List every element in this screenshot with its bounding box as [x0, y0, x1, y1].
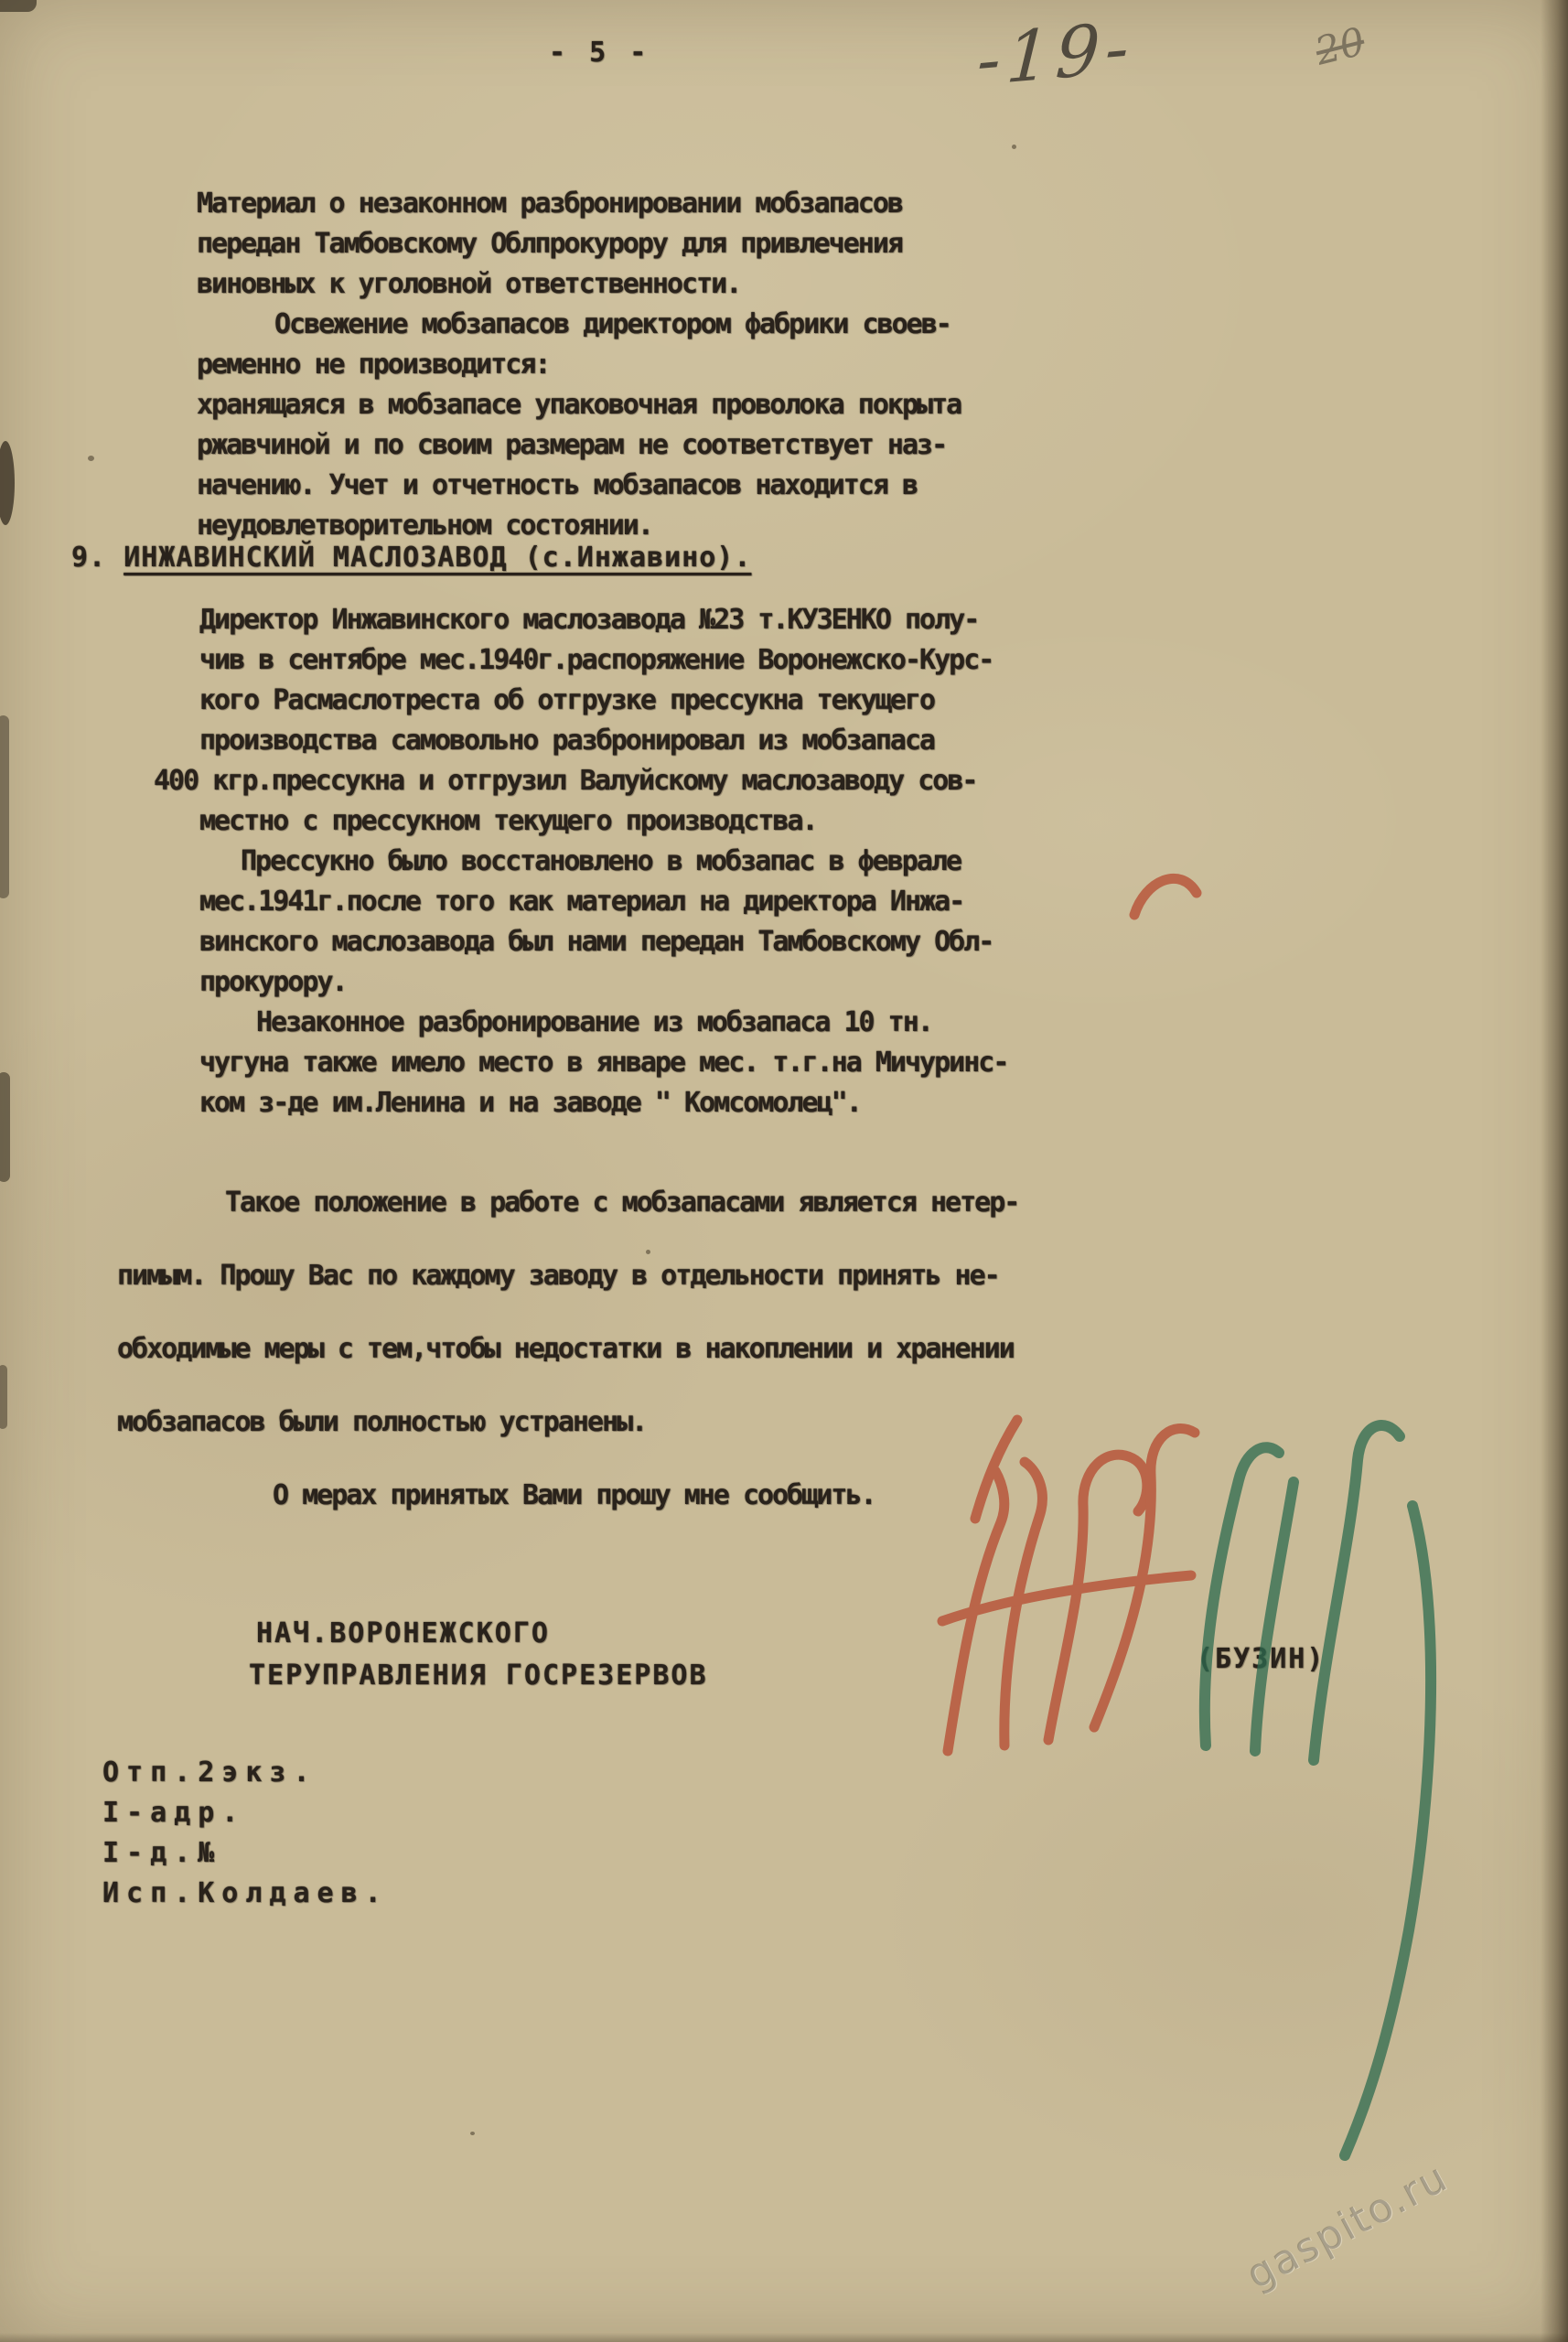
text-line: ТЕРУПРАВЛЕНИЯ ГОСРЕЗЕРВОВ — [249, 1660, 708, 1692]
page-edge-shadow — [1541, 0, 1568, 2342]
text-line: НАЧ.ВОРОНЕЖСКОГО — [256, 1617, 550, 1649]
scan-artifact — [0, 0, 37, 12]
text-line: начению. Учет и отчетность мобзапасов находится в — [197, 469, 918, 501]
text-line: мес.1941г.после того как материал на директора Инжа- — [199, 886, 964, 918]
page-edge-shadow — [0, 2333, 1568, 2342]
text-line: Освежение мобзапасов директором фабрики своев- — [274, 308, 950, 340]
text-line: хранящаяся в мобзапасе упаковочная проволока покрыта — [197, 389, 961, 421]
text-line: I-д.№ — [102, 1837, 222, 1869]
text-line: 400 кгр.прессукна и отгрузил Валуйскому маслозаводу сов- — [154, 765, 977, 797]
handwritten-page-number: -19- — [974, 5, 1137, 102]
signatory-name: (БУЗИН) — [1197, 1643, 1326, 1675]
scan-artifact — [0, 715, 9, 898]
closing-paragraphs — [117, 1166, 1018, 1532]
text-line: чив в сентябре мес.1940г.распоряжение Воронежско-Курс- — [199, 644, 993, 676]
page-number: - 5 - — [549, 37, 650, 69]
text-line: прокурору. — [199, 966, 347, 998]
archive-watermark: gaspito.ru — [1239, 2154, 1456, 2299]
text-line: Прессукно было восстановлено в мобзапас в феврале — [241, 845, 961, 877]
text-line: Директор Инжавинского маслозавода №23 т.КУЗЕНКО полу- — [199, 604, 979, 636]
text-line: чугуна также имело место в январе мес. т.г.на Мичуринс- — [199, 1047, 1008, 1079]
section-body-paragraphs — [154, 600, 1007, 1123]
text-line: Материал о незаконном разбронировании мобзапасов — [197, 188, 902, 220]
text-line: неудовлетворительном состоянии. — [197, 510, 652, 542]
intro-paragraph — [197, 184, 961, 546]
copies-note — [102, 1753, 389, 1914]
scan-artifact — [0, 1072, 10, 1182]
scan-artifact — [0, 1365, 7, 1429]
text-line: I-адр. — [102, 1797, 246, 1829]
section-title: ИНЖАВИНСКИЙ МАСЛОЗАВОД (с.Инжавино). — [124, 542, 752, 574]
text-line: винского маслозавода был нами передан Тамбовскому Обл- — [199, 926, 993, 958]
text-line: производства самовольно разбронировал из мобзапаса — [199, 725, 935, 757]
text-line: Отп.2экз. — [102, 1756, 317, 1789]
section-heading — [71, 538, 751, 578]
text-line: ременно не производится: — [197, 349, 550, 381]
text-line: пимым. Прошу Вас по каждому заводу в отдельности принять не- — [117, 1260, 999, 1292]
scan-artifact — [0, 441, 15, 525]
text-line: ржавчиной и по своим размерам не соответствует наз- — [197, 429, 947, 461]
signatory-title — [249, 1613, 708, 1697]
text-line: О мерах принятых Вами прошу мне сообщить. — [273, 1479, 875, 1511]
text-line: ком з-де им.Ленина и на заводе " Комсомолец". — [199, 1087, 861, 1119]
section-number: 9. — [71, 542, 124, 574]
signature-stroke-green — [1205, 1425, 1431, 2155]
text-line: мобзапасов были полностью устранены. — [117, 1406, 647, 1438]
speck — [88, 456, 94, 461]
speck — [1012, 145, 1016, 149]
handwritten-corner-mark: 20 — [1310, 18, 1369, 74]
text-line: Такое положение в работе с мобзапасами является нетер- — [225, 1187, 1019, 1219]
text-line: передан Тамбовскому Облпрокурору для привлечения — [197, 228, 902, 260]
text-line: Исп.Колдаев. — [102, 1877, 389, 1909]
text-line: кого Расмаслотреста об отгрузке прессукна текущего — [199, 684, 935, 716]
text-line: местно с прессукном текущего производства. — [199, 805, 817, 837]
speck — [470, 2132, 475, 2135]
text-line: виновных к уголовной ответственности. — [197, 268, 741, 300]
text-line: обходимые меры с тем,чтобы недостатки в накоплении и хранении — [117, 1333, 1014, 1365]
text-line: Незаконное разбронирование из мобзапаса 10 тн. — [256, 1006, 932, 1038]
